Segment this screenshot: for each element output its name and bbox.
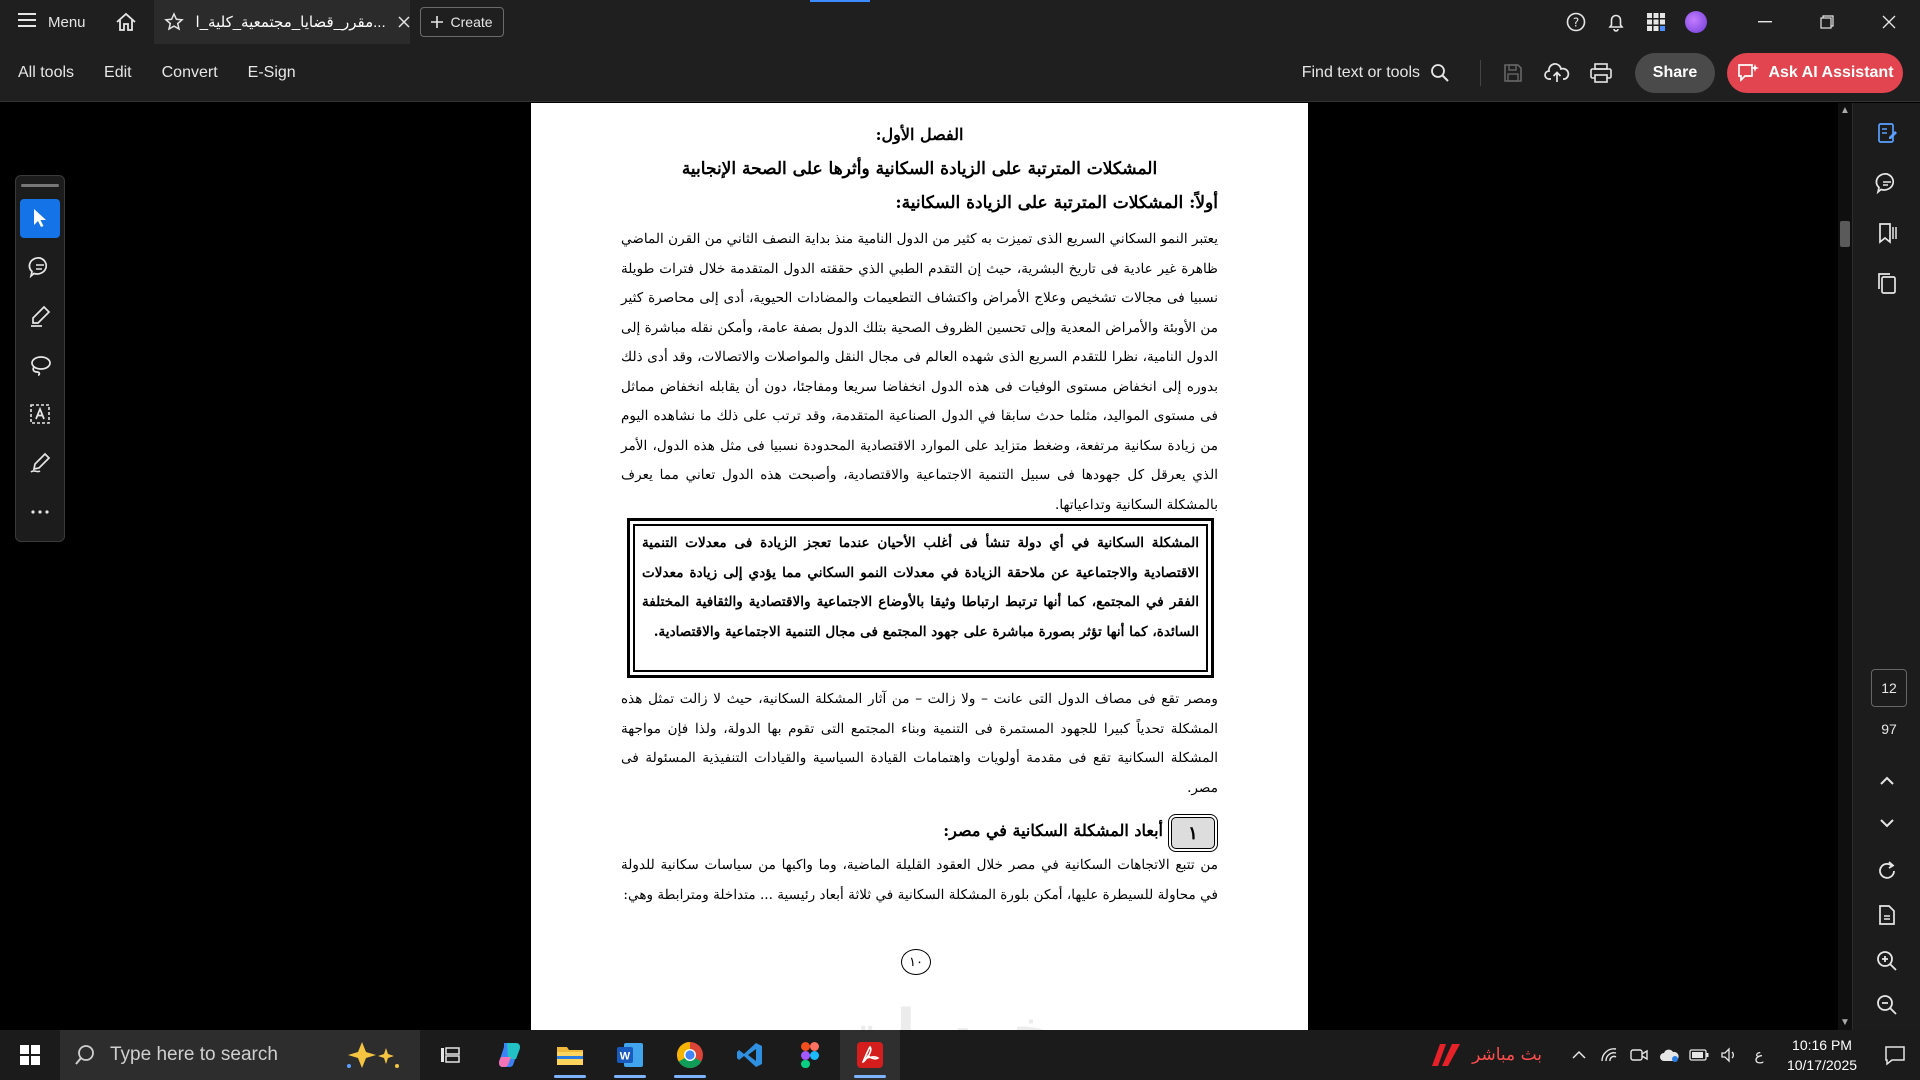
- live-label: بث مباشر: [1472, 1045, 1542, 1065]
- home-icon: [115, 12, 137, 32]
- search-placeholder: Type here to search: [110, 1044, 278, 1065]
- notification-icon: [1884, 1045, 1906, 1065]
- hamburger-icon: [18, 13, 36, 31]
- total-pages: 97: [1881, 721, 1897, 737]
- vscode-app[interactable]: [720, 1030, 780, 1080]
- menu-button[interactable]: [0, 0, 104, 44]
- chapter-title: الفصل الأول:: [875, 125, 964, 144]
- copilot-icon: [495, 1041, 525, 1069]
- section-number-badge: ١: [1171, 817, 1215, 849]
- close-tab-icon[interactable]: [398, 16, 410, 28]
- search-icon: [74, 1044, 96, 1066]
- text-box-icon: [28, 402, 52, 426]
- more-icon: [30, 509, 50, 515]
- copy-pages-icon: [1875, 271, 1899, 295]
- pen-icon: [28, 304, 52, 328]
- zoom-in-button[interactable]: [1867, 941, 1907, 981]
- avatar[interactable]: [1676, 0, 1716, 44]
- printer-icon: [1589, 62, 1613, 84]
- word-icon: [616, 1042, 644, 1068]
- scroll-down-arrow[interactable]: ▼: [1840, 1017, 1850, 1028]
- scrollbar-thumb[interactable]: [1840, 221, 1850, 247]
- chevron-down-icon: [1879, 818, 1895, 828]
- comment-tool[interactable]: [20, 248, 60, 287]
- paragraph-dimensions: من تتبع الاتجاهات السكانية في مصر خلال العقود القليلة الماضية، وما واكبها من سياسات سكانية للدولة في محاولة للسيطرة عليها، أمكن بلورة المشكلة السكانية في ثلاثة أبعاد رئيسية ... متداخلة ومترابطة وهي:: [621, 857, 1218, 903]
- battery-icon[interactable]: [1684, 1030, 1714, 1080]
- signature-pen-icon: [28, 451, 52, 475]
- page-view-button[interactable]: [1867, 895, 1907, 935]
- toolbar-all-tools[interactable]: All tools: [18, 63, 75, 81]
- minimize-icon: [1758, 21, 1772, 23]
- print-button[interactable]: [1579, 51, 1623, 95]
- apps-grid-icon[interactable]: [1636, 0, 1676, 44]
- rotate-icon: [1876, 860, 1898, 882]
- toolbar-esign[interactable]: E-Sign: [247, 63, 296, 81]
- paragraph-intro: يعتبر النمو السكاني السريع الذى تميزت به كثير من الدول النامية منذ بداية النصف الثاني من القرن الماضي ظاهرة غير عادية فى تاريخ البشرية، حيث إن التقدم الطبي الذي حققته الدول المتقدمة خلال فترات طويلة نسبيا فى مجالات تشخيص وعلاج الأمراض واكتشاف التطعيمات والمضادات الحيوية، أدى إلى محاصرة كثير من الأوبئة والأمراض المعدية وإلى تحسين الظروف الصحية بتلك الدول بصفة عامة، وأمكن نقله مباشرة إلى الدول النامية، نظرا للتقدم السريع الذى شهده العالم فى مجال النقل والمواصلات والاتصالات، وقد أدى ذلك بدوره إلى انخفاض مستوى الوفيات فى هذه الدول انخفاضا سريعا ومفاجئا، دون أن يقابله انخفاض مماثل فى مستوى المواليد، مثلما حدث سابقا في الدول الصناعية المتقدمة، وقد ترتب على ذلك ما نشاهده اليوم من زيادة سكانية مرتفعة، وضغط متزايد على الموارد الاقتصادية المحدودة نسبيا فى مثل هذه الدول، الأمر الذي يعرقل كل جهودها فى سبيل التنمية الاجتماعية والاقتصادية، وأصبحت هذه الدول تعاني مما يعرف بالمشكلة السكانية وتداعياتها.: [621, 231, 1218, 513]
- rotate-button[interactable]: [1867, 851, 1907, 891]
- drag-handle[interactable]: [21, 184, 59, 187]
- organize-pages-button[interactable]: [1867, 113, 1907, 153]
- draw-tool[interactable]: [20, 346, 60, 385]
- save-icon: [1502, 62, 1524, 84]
- right-sidebar: [1852, 103, 1920, 1030]
- document-tab[interactable]: [154, 0, 410, 44]
- page-fit-icon: [1876, 904, 1898, 926]
- focus-indicator: [810, 0, 870, 2]
- search-icon: [1430, 63, 1450, 83]
- taskbar-search[interactable]: [60, 1030, 420, 1080]
- task-view-icon: [439, 1045, 461, 1065]
- help-icon[interactable]: [1556, 0, 1596, 44]
- find-tools-button[interactable]: [1302, 63, 1470, 83]
- windows-taskbar: [0, 1030, 1920, 1080]
- edit-pages-icon: [1875, 121, 1899, 145]
- clock-time: 10:16 PM: [1792, 1037, 1852, 1053]
- pdf-page[interactable]: [531, 103, 1308, 1030]
- acrobat-icon: [856, 1041, 884, 1069]
- highlight-tool[interactable]: [20, 297, 60, 336]
- bookmark-icon: [1875, 221, 1899, 245]
- ai-assistant-icon: [1736, 62, 1760, 84]
- lasso-icon: [28, 353, 52, 377]
- close-icon: [1882, 15, 1896, 29]
- comments-icon: [1875, 171, 1899, 195]
- show-hidden-icons-button[interactable]: [1564, 1030, 1594, 1080]
- close-window-button[interactable]: [1858, 0, 1920, 44]
- vertical-scrollbar[interactable]: [1838, 103, 1852, 1030]
- upload-cloud-button[interactable]: [1535, 51, 1579, 95]
- toolbar-edit[interactable]: Edit: [104, 63, 132, 81]
- volume-icon[interactable]: [1714, 1030, 1744, 1080]
- menu-label: Menu: [48, 13, 86, 31]
- section-title: أبعاد المشكلة السكانية في مصر:: [943, 821, 1163, 840]
- minimize-button[interactable]: [1734, 0, 1796, 44]
- copilot-app[interactable]: [480, 1030, 540, 1080]
- input-language-indicator[interactable]: ع: [1754, 1047, 1764, 1064]
- zoom-out-icon: [1876, 994, 1898, 1016]
- start-button[interactable]: [0, 1030, 60, 1080]
- cloud-upload-icon: [1544, 62, 1570, 84]
- word-app[interactable]: [600, 1030, 660, 1080]
- clock[interactable]: [1774, 1035, 1870, 1075]
- task-view-button[interactable]: [420, 1030, 480, 1080]
- tab-title: مقرر_قضايا_مجتمعية_كلية_ا...: [195, 14, 386, 31]
- figma-app[interactable]: [780, 1030, 840, 1080]
- live-logo-icon: [1432, 1042, 1462, 1068]
- figma-icon: [800, 1041, 820, 1069]
- notification-center-button[interactable]: [1870, 1030, 1920, 1080]
- main-toolbar: [0, 44, 1920, 102]
- scroll-up-arrow[interactable]: ▲: [1840, 105, 1850, 116]
- folder-icon: [556, 1043, 584, 1067]
- windows-logo-icon: [20, 1045, 40, 1065]
- more-tools-button[interactable]: [20, 492, 60, 531]
- star-icon[interactable]: [164, 12, 184, 32]
- previous-page-button[interactable]: [1867, 761, 1907, 801]
- bell-icon[interactable]: [1596, 0, 1636, 44]
- plus-icon: [431, 16, 443, 28]
- title-bar: [0, 0, 1920, 44]
- comments-panel-button[interactable]: [1867, 163, 1907, 203]
- bookmarks-panel-button[interactable]: [1867, 213, 1907, 253]
- home-button[interactable]: [104, 0, 148, 44]
- sign-tool[interactable]: [20, 443, 60, 482]
- chevron-up-icon: [1879, 776, 1895, 786]
- boxed-definition: المشكلة السكانية في أي دولة تنشأ فى أغلب الأحيان عندما تعجز الزيادة فى معدلات التنمية الاقتصادية والاجتماعية عن ملاحقة الزيادة في معدلات النمو السكاني مما يؤدي إلى زيادة معدلات الفقر في المجتمع، كما أنها ترتبط ارتباطا وثيقا بالأوضاع الاجتماعية والاقتصادية والثقافية المختلفة السائدة، كما أنها تؤثر بصورة مباشرة على جهود المجتمع فى مجال التنمية الاجتماعية والاقتصادية.: [627, 518, 1214, 678]
- system-tray: [1432, 1030, 1920, 1080]
- text-box-tool[interactable]: [20, 394, 60, 433]
- svg-text:?: ?: [1572, 15, 1580, 30]
- zoom-in-icon: [1876, 950, 1898, 972]
- next-page-button[interactable]: [1867, 803, 1907, 843]
- file-explorer-app[interactable]: [540, 1030, 600, 1080]
- clock-date: 10/17/2025: [1786, 1057, 1858, 1073]
- meet-now-icon[interactable]: [1624, 1030, 1654, 1080]
- restore-icon: [1820, 15, 1834, 29]
- share-button[interactable]: Share: [1635, 53, 1715, 93]
- thumbnails-panel-button[interactable]: [1867, 263, 1907, 303]
- chrome-app[interactable]: [660, 1030, 720, 1080]
- zoom-out-button[interactable]: [1867, 985, 1907, 1025]
- comment-icon: [28, 255, 52, 279]
- toolbar-convert[interactable]: Convert: [161, 63, 218, 81]
- toolbar-divider: [1480, 60, 1481, 86]
- live-stream-widget[interactable]: [1432, 1042, 1542, 1068]
- chevron-up-icon: [1572, 1051, 1586, 1059]
- quick-tools-panel: [15, 175, 65, 542]
- network-icon[interactable]: [1594, 1030, 1624, 1080]
- onedrive-icon[interactable]: [1654, 1030, 1684, 1080]
- section-heading: أولاً: المشكلات المترتبة على الزيادة السكانية:: [895, 193, 1218, 213]
- acrobat-app[interactable]: [840, 1030, 900, 1080]
- restore-button[interactable]: [1796, 0, 1858, 44]
- page-number: ١٠: [901, 949, 931, 975]
- cursor-icon: [31, 208, 49, 228]
- svg-text:W: W: [619, 1050, 631, 1063]
- create-button[interactable]: [420, 7, 504, 37]
- ai-label: Ask AI Assistant: [1768, 64, 1894, 81]
- chrome-icon: [676, 1041, 704, 1069]
- save-button[interactable]: [1491, 51, 1535, 95]
- sparkle-icon: [342, 1040, 402, 1070]
- current-page-input[interactable]: 12: [1871, 669, 1907, 707]
- vscode-icon: [736, 1041, 764, 1069]
- main-title: المشكلات المترتبة على الزيادة السكانية وأثرها على الصحة الإنجابية: [681, 159, 1158, 179]
- find-label: Find text or tools: [1301, 64, 1420, 81]
- paragraph-egypt: ومصر تقع فى مصاف الدول التى عانت – ولا زالت – من آثار المشكلة السكانية، حيث لا زالت تمثل هذه المشكلة تحدياً كبيرا للجهود المستمرة فى التنمية وبناء المجتمع التى تقوم بها الدولة، ولذا فإن مواجهة المشكلة السكانية تقع فى مقدمة أولويات واهتمامات القيادة السياسية والقيادات التنفيذية المسئولة فى مصر.: [621, 691, 1218, 796]
- select-tool[interactable]: [20, 199, 60, 238]
- ask-ai-assistant-button[interactable]: [1727, 53, 1903, 93]
- create-label: Create: [450, 14, 493, 30]
